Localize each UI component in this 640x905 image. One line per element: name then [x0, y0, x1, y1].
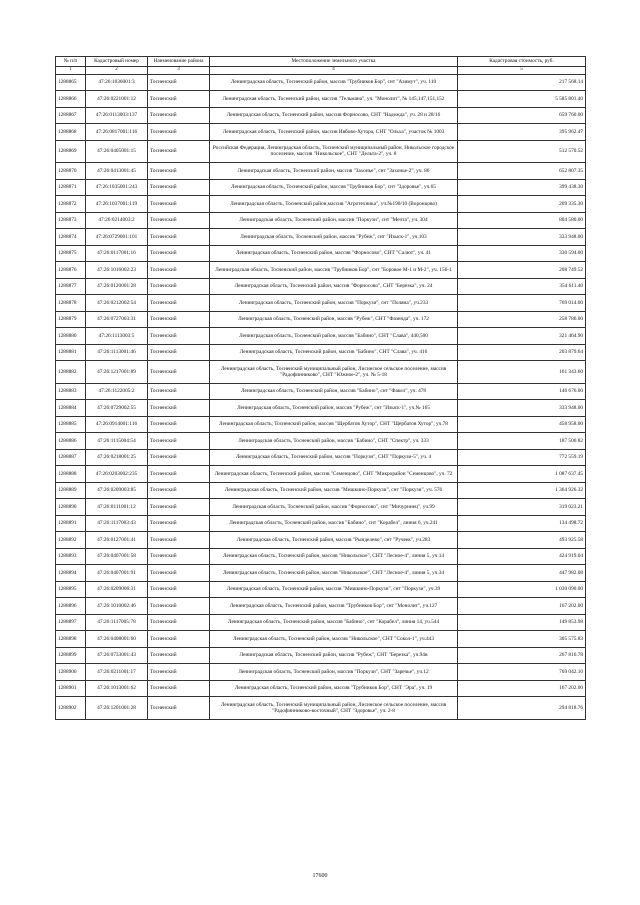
row-number: 1288885 [56, 416, 86, 433]
cadastral-value: 333 948.00 [458, 229, 586, 246]
cadastral-number: 47:26:0729002:55 [86, 400, 148, 417]
table-row [56, 262, 586, 279]
land-location: Ленинградская область, Тосненский район, массив "Форносово", снт "Мичуринец", уч.99 [210, 499, 458, 516]
row-number: 1288881 [56, 344, 86, 361]
land-location: Ленинградская область, Тосненский район,массив "Агротехника", уч.№190/10 (Воронцово) [210, 196, 458, 213]
district-name: Тосненский [148, 598, 210, 615]
row-number: 1288867 [56, 107, 86, 124]
cadastral-number: 47:26:0405001:15 [86, 140, 148, 163]
land-location: Ленинградская область, Тосненский район, массив "Никольское", СНТ "Лесное-4", линия 5, уч.34 [210, 565, 458, 582]
table-row [56, 466, 586, 483]
header-value: Кадастровая стоимость, руб. [458, 57, 586, 67]
cadastral-number: 47:26:0221001:12 [86, 91, 148, 108]
district-name: Тосненский [148, 680, 210, 697]
cadastral-value: 458 958.00 [458, 416, 586, 433]
cadastral-number: 47:26:1013001:62 [86, 680, 148, 697]
land-location: Ленинградская область, Тосненский район, массив "Бабино", снт "Корабел", линия 14, уч.544 [210, 614, 458, 631]
cadastral-number: 47:26:0212002:54 [86, 295, 148, 312]
row-number: 1288865 [56, 74, 86, 91]
table-row [56, 91, 586, 108]
row-number: 1288883 [56, 383, 86, 400]
row-number: 1288886 [56, 433, 86, 450]
cadastral-number: 47:26:0111001:12 [86, 499, 148, 516]
row-number: 1288870 [56, 163, 86, 180]
cadastral-number: 47:26:0211001:17 [86, 664, 148, 681]
cadastral-number: 47:26:1115004:54 [86, 433, 148, 450]
land-location: Ленинградская область, Тосненский район, массив "Мишкино-Поркузи", снт "Поркузи", уч. 576 [210, 482, 458, 499]
table-row [56, 361, 586, 384]
table-row [56, 383, 586, 400]
cadastral-value: 319 023.21 [458, 499, 586, 516]
table-row [56, 416, 586, 433]
table-row [56, 581, 586, 598]
cadastral-value: 208 749.52 [458, 262, 586, 279]
row-number: 1288866 [56, 91, 86, 108]
cadastral-number: 47:26:0214003:2 [86, 212, 148, 229]
table-row [56, 196, 586, 213]
table-row [56, 400, 586, 417]
table-row [56, 107, 586, 124]
cadastral-number: 47:26:1036001:3 [86, 74, 148, 91]
land-location: Ленинградская область, Тосненский район, массив "Поркузи", снт "Мечта", уч. 304 [210, 212, 458, 229]
land-location: Ленинградская область, Тосненский район, массив "Форносово", СНТ "Березка", уч. 24 [210, 278, 458, 295]
cadastral-value: 424 919.04 [458, 548, 586, 565]
cadastral-number: 47:26:0209003:85 [86, 482, 148, 499]
cadastral-value: 217 568.14 [458, 74, 586, 91]
row-number: 1288874 [56, 229, 86, 246]
land-location: Ленинградская область, Тосненский район, массив "Поркузи", СНТ "Поркузи-5", уч. 4 [210, 449, 458, 466]
cadastral-value: 305 575.83 [458, 631, 586, 648]
land-location: Ленинградская область, Тосненский район, массив "Мишкино-Поркузи", снт "Поркузи", уч.39 [210, 581, 458, 598]
cadastral-value: 258 786.00 [458, 311, 586, 328]
land-location: Ленинградская область, Тосненский район, массив "Никольское", СНТ "Лесное-4", линия 5, уч.14 [210, 548, 458, 565]
row-number: 1288869 [56, 140, 86, 163]
row-number: 1288895 [56, 581, 86, 598]
district-name: Тосненский [148, 614, 210, 631]
row-number: 1288877 [56, 278, 86, 295]
column-number: 3 [148, 67, 210, 75]
district-name: Тосненский [148, 647, 210, 664]
cadastral-value: 769 042.10 [458, 664, 586, 681]
table-row [56, 664, 586, 681]
cadastral-value: 149 853.98 [458, 614, 586, 631]
cadastral-value: 447 982.08 [458, 565, 586, 582]
cadastral-number: 47:26:0729001:101 [86, 229, 148, 246]
table-row [56, 499, 586, 516]
land-location: Ленинградская область, Тосненский район, массив "Рынделево", снт "Ручеек", уч.283 [210, 532, 458, 549]
row-number: 1288887 [56, 449, 86, 466]
land-location: Ленинградская область, Тосненский район, массив "Рубеж", СНТ "Березка", уч.94в [210, 647, 458, 664]
land-location: Ленинградская область, Тосненский район, массив "Никольское", СНТ "Сокол-1", уч.443 [210, 631, 458, 648]
cadastral-value: 146 676.00 [458, 383, 586, 400]
cadastral-value: 769 014.00 [458, 295, 586, 312]
cadastral-number: 47:26:0117001:16 [86, 245, 148, 262]
row-number: 1288891 [56, 515, 86, 532]
land-location: Ленинградская область, Тосненский район, массив "Рубеж", снт "Изыск-1", уч.№ 165 [210, 400, 458, 417]
district-name: Тосненский [148, 140, 210, 163]
header-district: Наименование района [148, 57, 210, 67]
cadastral-number: 47:26:1201001:28 [86, 697, 148, 720]
land-location: Ленинградская область, Тосненский район, массив "Бабино", СНТ "Слава", уч. 416 [210, 344, 458, 361]
cadastral-value: 5 585 801.40 [458, 91, 586, 108]
land-location: Ленинградская область, Тосненский район, массив "Тельмана", уч. "Монолит", № 145,147,151,152 [210, 91, 458, 108]
table-row [56, 295, 586, 312]
land-location: Ленинградская область, Тосненский район, массив "Семенцово", СНТ "Микрорайон "Семенцово", уч. 72 [210, 466, 458, 483]
district-name: Тосненский [148, 664, 210, 681]
table-row [56, 548, 586, 565]
cadastral-value: 134 498.72 [458, 515, 586, 532]
row-number: 1288890 [56, 499, 86, 516]
land-location: Ленинградская область, Тосненский район, массив "Форносово", СНТ "Салют", уч. 41 [210, 245, 458, 262]
row-number: 1288892 [56, 532, 86, 549]
table-row [56, 328, 586, 345]
land-location: Ленинградская область, Тосненский район, массив "Щербатов Хутор", СНТ "Щербатов Хутор", уч.78 [210, 416, 458, 433]
row-number: 1288901 [56, 680, 86, 697]
table-row [56, 229, 586, 246]
row-number: 1288878 [56, 295, 86, 312]
district-name: Тосненский [148, 433, 210, 450]
cadastral-value: 399 438.30 [458, 179, 586, 196]
land-location: Ленинградская область, Тосненский район, массив "Трубников Бор", снт "Боровое М-1 и М-2", уч. 156-1 [210, 262, 458, 279]
district-name: Тосненский [148, 697, 210, 720]
land-location: Ленинградская область, Тосненский район, массив "Рубеж", СНТ "Фазенда", уч. 172 [210, 311, 458, 328]
table-row [56, 515, 586, 532]
cadastral-number: 47:26:0407001:58 [86, 548, 148, 565]
district-name: Тосненский [148, 565, 210, 582]
cadastral-value: 187 500.82 [458, 433, 586, 450]
district-name: Тосненский [148, 400, 210, 417]
row-number: 1288875 [56, 245, 86, 262]
district-name: Тосненский [148, 179, 210, 196]
cadastral-number: 47:26:1037001:119 [86, 196, 148, 213]
row-number: 1288873 [56, 212, 86, 229]
land-location: Ленинградская область, Тосненский район, массив Форносово, СНТ "Надежда", уч. 28 и 28/16 [210, 107, 458, 124]
row-number: 1288868 [56, 124, 86, 141]
column-number: 1 [56, 67, 86, 75]
cadastral-number: 47:26:1117003:43 [86, 515, 148, 532]
district-name: Тосненский [148, 344, 210, 361]
column-number-row [56, 67, 586, 75]
land-location: Ленинградская область, Тосненский район, массив "Трубников Бор", снт "Здоровье", уч.65 [210, 179, 458, 196]
cadastral-number: 47:26:0209006:31 [86, 581, 148, 598]
table-row [56, 433, 586, 450]
table-row [56, 179, 586, 196]
district-name: Тосненский [148, 548, 210, 565]
land-location: Ленинградская область, Тосненский район, массив "Бабино", СНТ "Спектр", уч. 333 [210, 433, 458, 450]
district-name: Тосненский [148, 245, 210, 262]
district-name: Тосненский [148, 212, 210, 229]
cadastral-number: 47:26:1035001:243 [86, 179, 148, 196]
table-row [56, 74, 586, 91]
district-name: Тосненский [148, 482, 210, 499]
table-row [56, 311, 586, 328]
district-name: Тосненский [148, 262, 210, 279]
table-row [56, 124, 586, 141]
table-row [56, 140, 586, 163]
row-number: 1288894 [56, 565, 86, 582]
column-number: 2 [86, 67, 148, 75]
district-name: Тосненский [148, 107, 210, 124]
cadastral-number: 47:26:1010002:46 [86, 598, 148, 615]
cadastral-value: 1 087 637.45 [458, 466, 586, 483]
row-number: 1288897 [56, 614, 86, 631]
header-cadastral-number: Кадастровый номер [86, 57, 148, 67]
district-name: Тосненский [148, 416, 210, 433]
page-number: 17600 [312, 873, 328, 879]
table-row [56, 680, 586, 697]
cadastral-value: 209 335.30 [458, 196, 586, 213]
table-row [56, 697, 586, 720]
land-location: Ленинградская область, Тосненский район, массив "Бабино", снт "Корабел", линия 6, уч.241 [210, 515, 458, 532]
table-row [56, 482, 586, 499]
row-number: 1288876 [56, 262, 86, 279]
table-row [56, 245, 586, 262]
column-number: 5 [458, 67, 586, 75]
cadastral-number: 47:26:0914001:116 [86, 416, 148, 433]
land-location: Ленинградская область, Тосненский район, массив "Бабино", СНТ "Слава", 440,500 [210, 328, 458, 345]
cadastral-value: 267 816.78 [458, 647, 586, 664]
cadastral-value: 395 962.47 [458, 124, 586, 141]
table-row [56, 449, 586, 466]
table-row [56, 565, 586, 582]
table-row [56, 212, 586, 229]
land-location: Ленинградская область, Тосненский район, массив Ивбово-Хутора, СНТ "Ольха", участок № 1003 [210, 124, 458, 141]
cadastral-value: 333 948.00 [458, 400, 586, 417]
cadastral-number: 47:26:0407001:91 [86, 565, 148, 582]
cadastral-value: 804 580.00 [458, 212, 586, 229]
district-name: Тосненский [148, 295, 210, 312]
cadastral-number: 47:26:1016002:23 [86, 262, 148, 279]
cadastral-number: 47:26:1122005:2 [86, 383, 148, 400]
cadastral-value: 203 879.64 [458, 344, 586, 361]
cadastral-number: 47:26:1217001:89 [86, 361, 148, 384]
row-number: 1288893 [56, 548, 86, 565]
land-location: Ленинградская область, Тосненский район, массив "Бабино", снт "Факел", уч. 478 [210, 383, 458, 400]
district-name: Тосненский [148, 532, 210, 549]
cadastral-number: 47:26:1113001:46 [86, 344, 148, 361]
district-name: Тосненский [148, 163, 210, 180]
land-location: Ленинградская область, Тосненский район, массив "Захонье", снт "Захонье-2", уч. 86 [210, 163, 458, 180]
cadastral-value: 772 559.19 [458, 449, 586, 466]
row-number: 1288888 [56, 466, 86, 483]
district-name: Тосненский [148, 581, 210, 598]
district-name: Тосненский [148, 91, 210, 108]
cadastral-number: 47:26:0203002:235 [86, 466, 148, 483]
cadastral-value: 161 343.60 [458, 361, 586, 384]
cadastral-number: 47:26:0127001:41 [86, 532, 148, 549]
row-number: 1288880 [56, 328, 86, 345]
row-number: 1288898 [56, 631, 86, 648]
cadastral-value: 1 364 926.32 [458, 482, 586, 499]
row-number: 1288882 [56, 361, 86, 384]
cadastral-value: 167 202.00 [458, 598, 586, 615]
table-header-row [56, 57, 586, 67]
cadastral-number: 47:26:0113003:137 [86, 107, 148, 124]
cadastral-value: 354 611.40 [458, 278, 586, 295]
district-name: Тосненский [148, 466, 210, 483]
header-number: № п/п [56, 57, 86, 67]
cadastral-value: 167 202.00 [458, 680, 586, 697]
land-location: Ленинградская область, Тосненский район, массив "Поркузи", снт "Поляна", уч.233 [210, 295, 458, 312]
district-name: Тосненский [148, 124, 210, 141]
header-location: Местоположение земельного участка [210, 57, 458, 67]
row-number: 1288896 [56, 598, 86, 615]
cadastral-table-sheet [55, 56, 585, 720]
land-location: Российская Федерация, Ленинградская область, Тосненский муниципальный район, Никольское городское поселение, массив "Никольское", СНТ "Дельта-2", уч. 8 [210, 140, 458, 163]
cadastral-value: 321 464.90 [458, 328, 586, 345]
table-row [56, 631, 586, 648]
row-number: 1288900 [56, 664, 86, 681]
cadastral-value: 512 570.52 [458, 140, 586, 163]
cadastral-value: 330 594.00 [458, 245, 586, 262]
row-number: 1288884 [56, 400, 86, 417]
cadastral-number: 47:26:0408001:60 [86, 631, 148, 648]
table-row [56, 614, 586, 631]
cadastral-number: 47:26:1113003:5 [86, 328, 148, 345]
row-number: 1288899 [56, 647, 86, 664]
table-row [56, 344, 586, 361]
table-row [56, 278, 586, 295]
cadastral-number: 47:26:0120001:28 [86, 278, 148, 295]
district-name: Тосненский [148, 515, 210, 532]
district-name: Тосненский [148, 499, 210, 516]
table-row [56, 598, 586, 615]
cadastral-number: 47:26:0733001:43 [86, 647, 148, 664]
cadastral-number: 47:26:0218001:25 [86, 449, 148, 466]
row-number: 1288889 [56, 482, 86, 499]
cadastral-number: 47:26:0817001:116 [86, 124, 148, 141]
district-name: Тосненский [148, 229, 210, 246]
cadastral-value: 1 030 090.00 [458, 581, 586, 598]
cadastral-value: 659 760.00 [458, 107, 586, 124]
cadastral-table [55, 56, 586, 720]
land-location: Ленинградская область, Тосненский район, массив "Трубников Бор", снт "Монолит", уч.127 [210, 598, 458, 615]
row-number: 1288902 [56, 697, 86, 720]
district-name: Тосненский [148, 74, 210, 91]
cadastral-value: 652 807.35 [458, 163, 586, 180]
cadastral-number: 47:26:0413001:45 [86, 163, 148, 180]
cadastral-value: 294 818.76 [458, 697, 586, 720]
land-location: Ленинградская область, Тосненский район, массив "Трубников Бор", СНТ "Эра", уч. 19 [210, 680, 458, 697]
district-name: Тосненский [148, 449, 210, 466]
row-number: 1288879 [56, 311, 86, 328]
district-name: Тосненский [148, 383, 210, 400]
row-number: 1288871 [56, 179, 86, 196]
district-name: Тосненский [148, 631, 210, 648]
column-number: 4 [210, 67, 458, 75]
district-name: Тосненский [148, 278, 210, 295]
district-name: Тосненский [148, 361, 210, 384]
table-row [56, 532, 586, 549]
district-name: Тосненский [148, 328, 210, 345]
land-location: Ленинградская область, Тосненский муниципальный район, Лисинское сельское поселение, массив "Радофинниково", СНТ "Южное-2", уч. № 5-18 [210, 361, 458, 384]
district-name: Тосненский [148, 196, 210, 213]
cadastral-value: 493 925.58 [458, 532, 586, 549]
cadastral-number: 47:26:1117005:78 [86, 614, 148, 631]
cadastral-number: 47:26:0727003:31 [86, 311, 148, 328]
row-number: 1288872 [56, 196, 86, 213]
district-name: Тосненский [148, 311, 210, 328]
land-location: Ленинградская область, Тосненский муниципальный район, Лисинское сельское поселение, массив "Радофинниково-восточный", СНТ "Здоровье", уч. 2-8 [210, 697, 458, 720]
table-row [56, 163, 586, 180]
land-location: Ленинградская область, Тосненский район, массив "Трубников Бор", снт "Азимут", уч. 110 [210, 74, 458, 91]
land-location: Ленинградская область, Тосненский район, массив "Поркузи", СНТ "Заречье", уч.12 [210, 664, 458, 681]
land-location: Ленинградская область, Тосненский район, массив "Рубеж", снт "Изыск-1", уч.103 [210, 229, 458, 246]
table-row [56, 647, 586, 664]
